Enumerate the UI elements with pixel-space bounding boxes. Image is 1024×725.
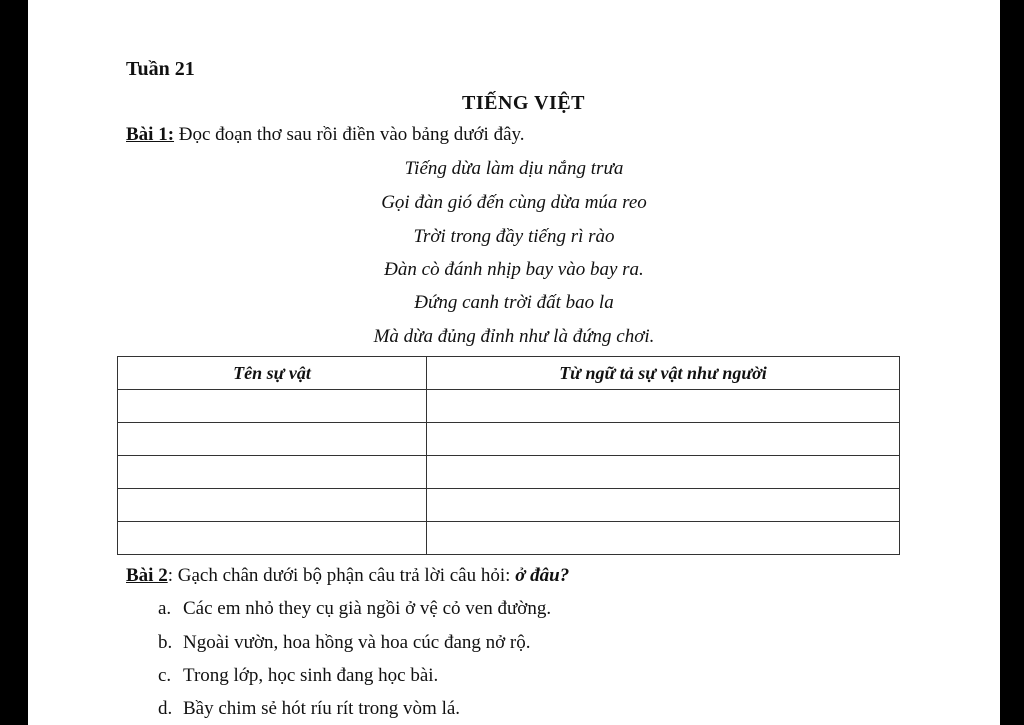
answer-cell[interactable] <box>118 390 427 423</box>
worksheet-page <box>28 0 1000 725</box>
list-item <box>158 598 551 620</box>
poem-line: Đứng canh trời đất bao la <box>414 292 614 313</box>
answer-cell[interactable] <box>427 489 900 522</box>
subject-title: TIẾNG VIỆT <box>462 92 586 114</box>
table-row <box>118 456 900 489</box>
exercise-1-instruction: Đọc đoạn thơ sau rồi điền vào bảng dưới đây. <box>174 124 525 145</box>
answer-cell[interactable] <box>118 522 427 555</box>
header-personified-words: Từ ngữ tả sự vật như người <box>427 357 900 390</box>
exercise-1-label: Bài 1: <box>126 124 175 145</box>
exercise-2-label: Bài 2 <box>126 565 168 586</box>
item-letter: c. <box>158 665 172 686</box>
poem-line: Tiếng dừa làm dịu nắng trưa <box>404 158 624 179</box>
poem-line: Mà dừa đủng đỉnh như là đứng chơi. <box>373 326 655 347</box>
item-text: Trong lớp, học sinh đang học bài. <box>183 665 439 686</box>
item-text: Bầy chim sẻ hót ríu rít trong vòm lá. <box>183 698 461 719</box>
item-text: Ngoài vườn, hoa hồng và hoa cúc đang nở rộ. <box>183 632 531 653</box>
exercise-2-question: ở đâu? <box>515 565 570 586</box>
answer-table <box>117 356 900 555</box>
week-title: Tuần 21 <box>126 58 195 80</box>
answer-cell[interactable] <box>427 456 900 489</box>
item-letter: d. <box>158 698 173 719</box>
poem-line: Đàn cò đánh nhịp bay vào bay ra. <box>384 259 644 280</box>
table-row <box>118 423 900 456</box>
list-item <box>158 698 460 720</box>
item-letter: a. <box>158 598 172 619</box>
item-letter: b. <box>158 632 173 653</box>
answer-cell[interactable] <box>118 456 427 489</box>
answer-cell[interactable] <box>118 489 427 522</box>
poem-line: Trời trong đầy tiếng rì rào <box>413 226 615 247</box>
exercise-1-prompt <box>126 124 525 146</box>
exercise-2-prompt <box>126 565 569 587</box>
header-object-name: Tên sự vật <box>118 357 427 390</box>
table-row <box>118 522 900 555</box>
exercise-2-instruction: : Gạch chân dưới bộ phận câu trả lời câu hỏi: <box>167 565 516 586</box>
table-header-row <box>118 357 900 390</box>
answer-cell[interactable] <box>427 522 900 555</box>
answer-cell[interactable] <box>118 423 427 456</box>
answer-cell[interactable] <box>427 423 900 456</box>
table-row <box>118 489 900 522</box>
answer-cell[interactable] <box>427 390 900 423</box>
list-item <box>158 665 438 687</box>
item-text: Các em nhỏ they cụ già ngồi ở vệ cỏ ven đường. <box>183 598 552 619</box>
poem-line: Gọi đàn gió đến cùng dừa múa reo <box>381 192 647 213</box>
list-item <box>158 632 531 654</box>
table-row <box>118 390 900 423</box>
